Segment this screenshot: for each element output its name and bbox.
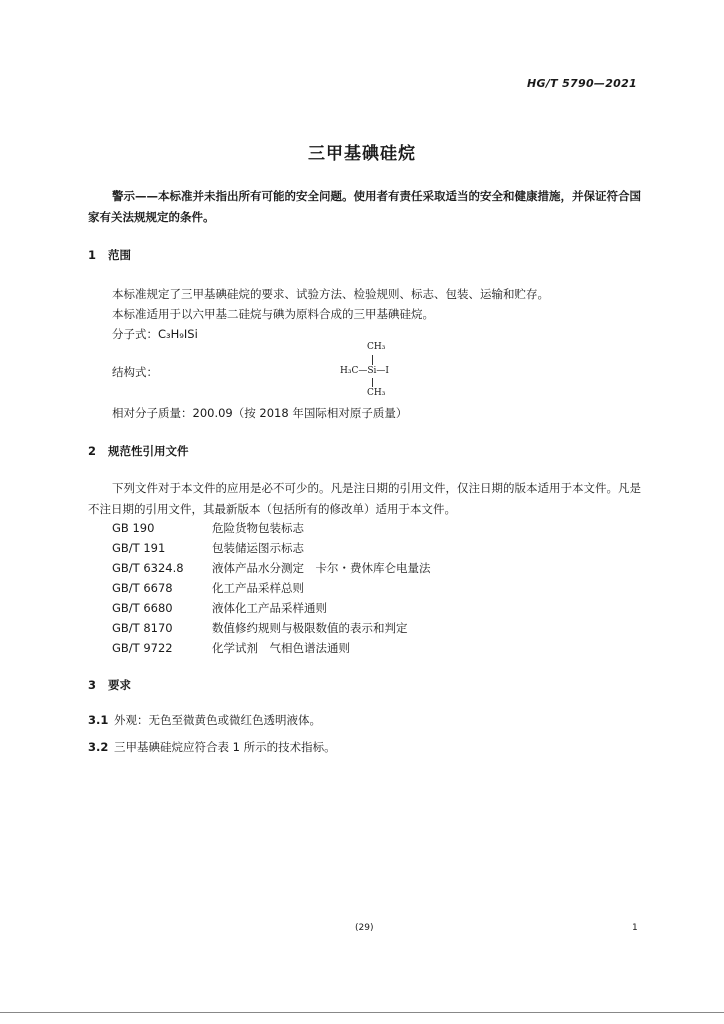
reference-title: 液体化工产品采样通则 [212,601,327,615]
structure-label: 结构式： [112,365,158,379]
reference-title: 化学试剂 气相色谱法通则 [212,641,350,655]
warning-paragraph: 警示——本标准并未指出所有可能的安全问题。使用者有责任采取适当的安全和健康措施，并保证符合国家有关法规规定的条件。 [88,189,641,224]
reference-title: 包装储运图示标志 [212,541,304,555]
section-title: 规范性引用文件 [108,444,189,458]
reference-item [112,580,304,596]
clause-3-1 [88,712,321,728]
reference-item [112,560,431,576]
section-2-heading [88,443,189,459]
reference-code: GB/T 6678 [112,581,173,595]
scope-paragraph-1: 本标准规定了三甲基碘硅烷的要求、试验方法、检验规则、标志、包装、运输和贮存。 [112,287,549,301]
reference-title: 危险货物包装标志 [212,521,304,535]
reference-title: 数值修约规则与极限数值的表示和判定 [212,621,408,635]
bond-bottom [372,378,373,387]
reference-code: GB 190 [112,521,155,535]
clause-number: 3.2 [88,740,109,754]
reference-code: GB/T 6680 [112,601,173,615]
reference-title: 液体产品水分测定 卡尔・费休库仑电量法 [212,561,431,575]
reference-code: GB/T 9722 [112,641,173,655]
reference-code: GB/T 8170 [112,621,173,635]
reference-item [112,540,304,556]
clause-text: 外观：无色至微黄色或微红色透明液体。 [114,713,321,727]
molecular-formula: 分子式：C₃H₉ISi [112,327,198,341]
molecular-mass: 相对分子质量：200.09（按 2018 年国际相对原子质量） [112,406,408,420]
section-number: 1 [88,248,97,262]
page-number: 1 [632,923,638,933]
page-title: 三甲基碘硅烷 [308,144,416,164]
references-intro: 下列文件对于本文件的应用是必不可少的。凡是注日期的引用文件，仅注日期的版本适用于本文件。凡是不注日期的引用文件，其最新版本（包括所有的修改单）适用于本文件。 [88,481,641,516]
bond-top [372,355,373,365]
reference-item [112,520,304,536]
section-3-heading [88,677,131,693]
scope-paragraph-2: 本标准适用于以六甲基二硅烷与碘为原料合成的三甲基碘硅烷。 [112,307,434,321]
silicon-center-row: H₃C—Si—I [340,366,389,376]
reference-code: GB/T 6324.8 [112,561,184,575]
methyl-top: CH₃ [367,342,386,352]
reference-item [112,600,327,616]
reference-item [112,620,408,636]
reference-item [112,640,350,656]
methyl-bottom: CH₃ [367,388,386,398]
footer-sequence: (29) [355,923,374,933]
clause-3-2 [88,739,336,755]
section-number: 2 [88,444,97,458]
section-number: 3 [88,678,97,692]
bottom-edge-rule [0,1012,724,1013]
section-title: 范围 [108,248,131,262]
reference-title: 化工产品采样总则 [212,581,304,595]
section-title: 要求 [108,678,131,692]
clause-number: 3.1 [88,713,109,727]
section-1-heading [88,247,131,263]
standard-number: HG/T 5790—2021 [527,77,638,90]
reference-code: GB/T 191 [112,541,166,555]
clause-text: 三甲基碘硅烷应符合表 1 所示的技术指标。 [114,740,336,754]
